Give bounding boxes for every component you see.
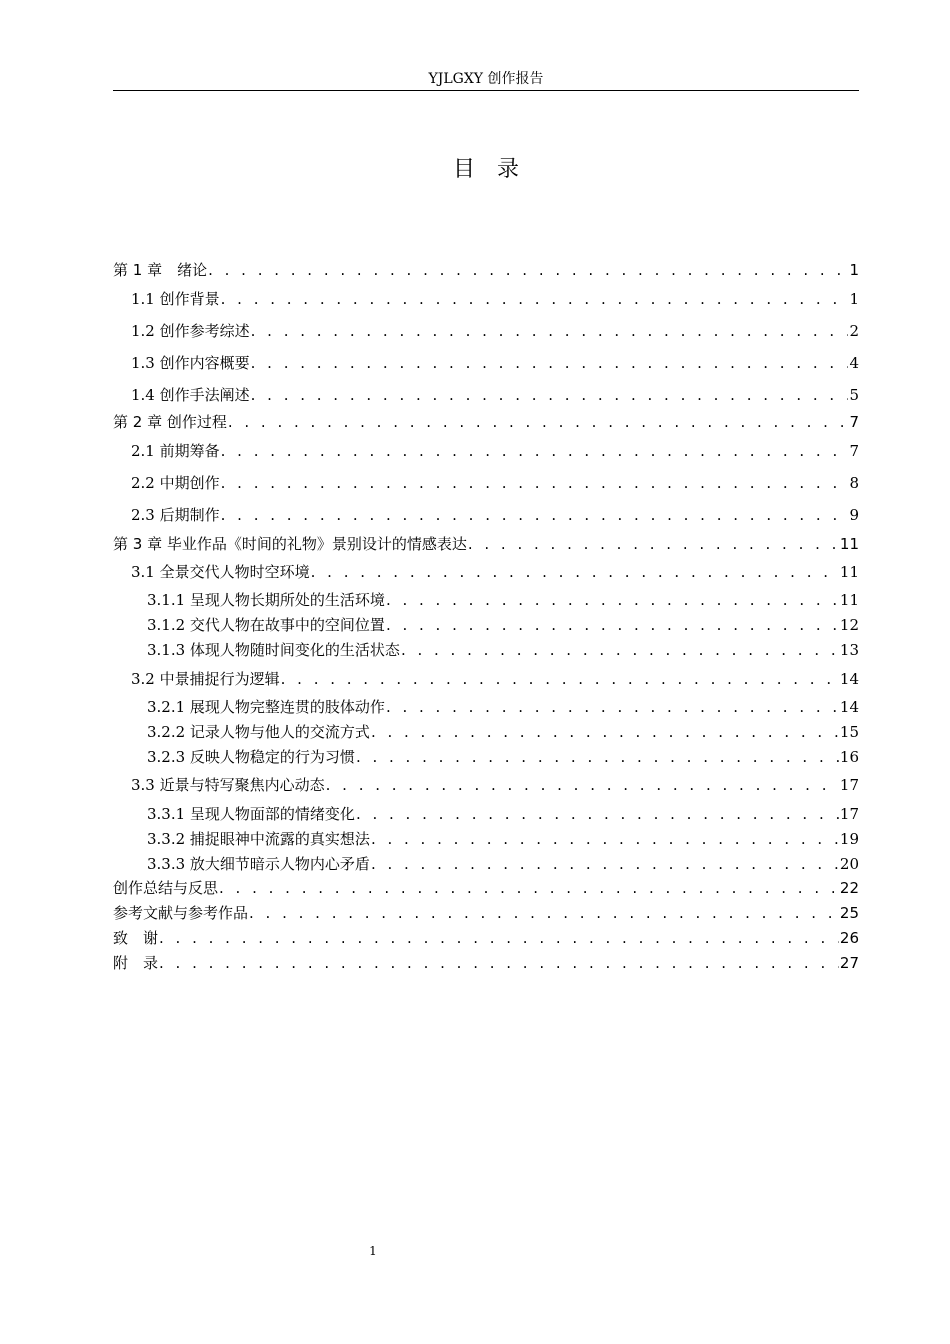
toc-entry-page: 14 [839,670,859,688]
header-rule [113,90,859,91]
toc-entry-label: 2.3 后期制作 [131,506,220,524]
toc-entry-page: 17 [839,776,859,794]
toc-entry-page: 11 [839,535,859,553]
toc-entry-page: 26 [839,929,859,947]
toc-entry-label: 2.2 中期创作 [131,474,220,492]
toc-entry-page: 25 [839,904,859,922]
toc-entry-label: 第 3 章 毕业作品《时间的礼物》景别设计的情感表达 [113,535,467,553]
toc-entry-page: 11 [839,591,859,609]
toc-entry-page: 13 [839,641,859,659]
toc-entry-label: 3.2.1 展现人物完整连贯的肢体动作 [147,698,385,716]
toc-leader-dots [356,804,839,824]
toc-leader-dots [281,669,839,689]
toc-entry-label: 3.3.2 捕捉眼神中流露的真实想法 [147,830,370,848]
toc-entry-label: 1.3 创作内容概要 [131,354,250,372]
toc-entry-label: 创作总结与反思 [113,879,219,897]
toc-leader-dots [371,854,839,874]
toc-leader-dots [386,615,839,635]
toc-entry-label: 3.2.2 记录人物与他人的交流方式 [147,723,370,741]
toc-entry-label: 3.3.3 放大细节暗示人物内心矛盾 [147,855,370,873]
toc-entry-ch3[interactable] [113,532,859,554]
toc-leader-dots [221,441,849,461]
toc-entry-page: 2 [849,322,859,340]
toc-leader-dots [249,903,839,923]
toc-entry-label: 附 录 [113,954,159,972]
toc-entry-3-1-2[interactable] [113,613,859,635]
toc-leader-dots [251,321,849,341]
toc-entry-appendix[interactable] [113,951,859,973]
toc-entry-page: 7 [849,442,859,460]
toc-entry-1-1[interactable] [113,287,859,309]
toc-leader-dots [221,289,849,309]
toc-entry-ch2[interactable] [113,410,859,432]
toc-leader-dots [221,473,849,493]
toc-leader-dots [386,590,839,610]
toc-leader-dots [251,385,849,405]
toc-entry-page: 1 [849,261,859,279]
toc-entry-3-3-3[interactable] [113,852,859,874]
toc-entry-3-3-2[interactable] [113,827,859,849]
toc-leader-dots [221,505,849,525]
toc-entry-3-2-3[interactable] [113,745,859,767]
toc-entry-label: 第 1 章 绪论 [113,261,208,279]
toc-entry-2-3[interactable] [113,503,859,525]
toc-entry-2-2[interactable] [113,471,859,493]
toc-entry-label: 3.1.2 交代人物在故事中的空间位置 [147,616,385,634]
toc-leader-dots [159,928,839,948]
toc-entry-page: 14 [839,698,859,716]
toc-entry-label: 3.2.3 反映人物稳定的行为习惯 [147,748,355,766]
toc-entry-3-2-1[interactable] [113,695,859,717]
page-number: 1 [369,1244,377,1258]
toc-entry-page: 7 [849,413,859,431]
toc-entry-label: 1.4 创作手法阐述 [131,386,250,404]
toc-entry-references[interactable] [113,901,859,923]
toc-leader-dots [251,353,849,373]
toc-leader-dots [219,878,839,898]
toc-entry-page: 22 [839,879,859,897]
toc-entry-3-1-1[interactable] [113,588,859,610]
toc-entry-2-1[interactable] [113,439,859,461]
toc-leader-dots [159,953,839,973]
toc-entry-label: 3.2 中景捕捉行为逻辑 [131,670,280,688]
toc-entry-page: 9 [849,506,859,524]
toc-entry-3-2-2[interactable] [113,720,859,742]
toc-entry-label: 3.1 全景交代人物时空环境 [131,563,310,581]
toc-entry-label: 2.1 前期筹备 [131,442,220,460]
toc-entry-label: 3.3.1 呈现人物面部的情绪变化 [147,805,355,823]
toc-entry-page: 5 [849,386,859,404]
toc-leader-dots [468,534,839,554]
toc-leader-dots [311,562,839,582]
toc-entry-page: 15 [839,723,859,741]
toc-entry-label: 3.3 近景与特写聚焦内心动态 [131,776,325,794]
toc-leader-dots [386,697,839,717]
toc-entry-1-3[interactable] [113,351,859,373]
page-header: YJLGXY 创作报告 [428,71,544,87]
toc-entry-page: 1 [849,290,859,308]
toc-entry-summary[interactable] [113,876,859,898]
toc-entry-page: 12 [839,616,859,634]
toc-entry-1-4[interactable] [113,383,859,405]
toc-entry-label: 3.1.3 体现人物随时间变化的生活状态 [147,641,400,659]
toc-entry-label: 参考文献与参考作品 [113,904,249,922]
toc-leader-dots [208,260,848,280]
toc-title: 目录 [452,157,541,182]
toc-leader-dots [326,775,839,795]
toc-entry-ch1[interactable] [113,258,859,280]
toc-leader-dots [401,640,839,660]
toc-entry-page: 20 [839,855,859,873]
toc-entry-3-3-1[interactable] [113,802,859,824]
toc-leader-dots [356,747,839,767]
toc-entry-3-1-3[interactable] [113,638,859,660]
toc-leader-dots [228,412,849,432]
toc-entry-label: 第 2 章 创作过程 [113,413,227,431]
toc-leader-dots [371,722,839,742]
toc-entry-label: 1.1 创作背景 [131,290,220,308]
toc-entry-label: 致 谢 [113,929,159,947]
toc-entry-page: 4 [849,354,859,372]
toc-entry-page: 19 [839,830,859,848]
toc-entry-page: 27 [839,954,859,972]
toc-entry-acknowledgements[interactable] [113,926,859,948]
toc-entry-page: 17 [839,805,859,823]
toc-entry-3-1[interactable] [113,560,859,582]
toc-entry-page: 16 [839,748,859,766]
toc-entry-3-3[interactable] [113,773,859,795]
toc-entry-1-2[interactable] [113,319,859,341]
toc-entry-label: 3.1.1 呈现人物长期所处的生活环境 [147,591,385,609]
toc-entry-label: 1.2 创作参考综述 [131,322,250,340]
toc-entry-page: 11 [839,563,859,581]
toc-entry-page: 8 [849,474,859,492]
toc-entry-3-2[interactable] [113,667,859,689]
toc-leader-dots [371,829,839,849]
